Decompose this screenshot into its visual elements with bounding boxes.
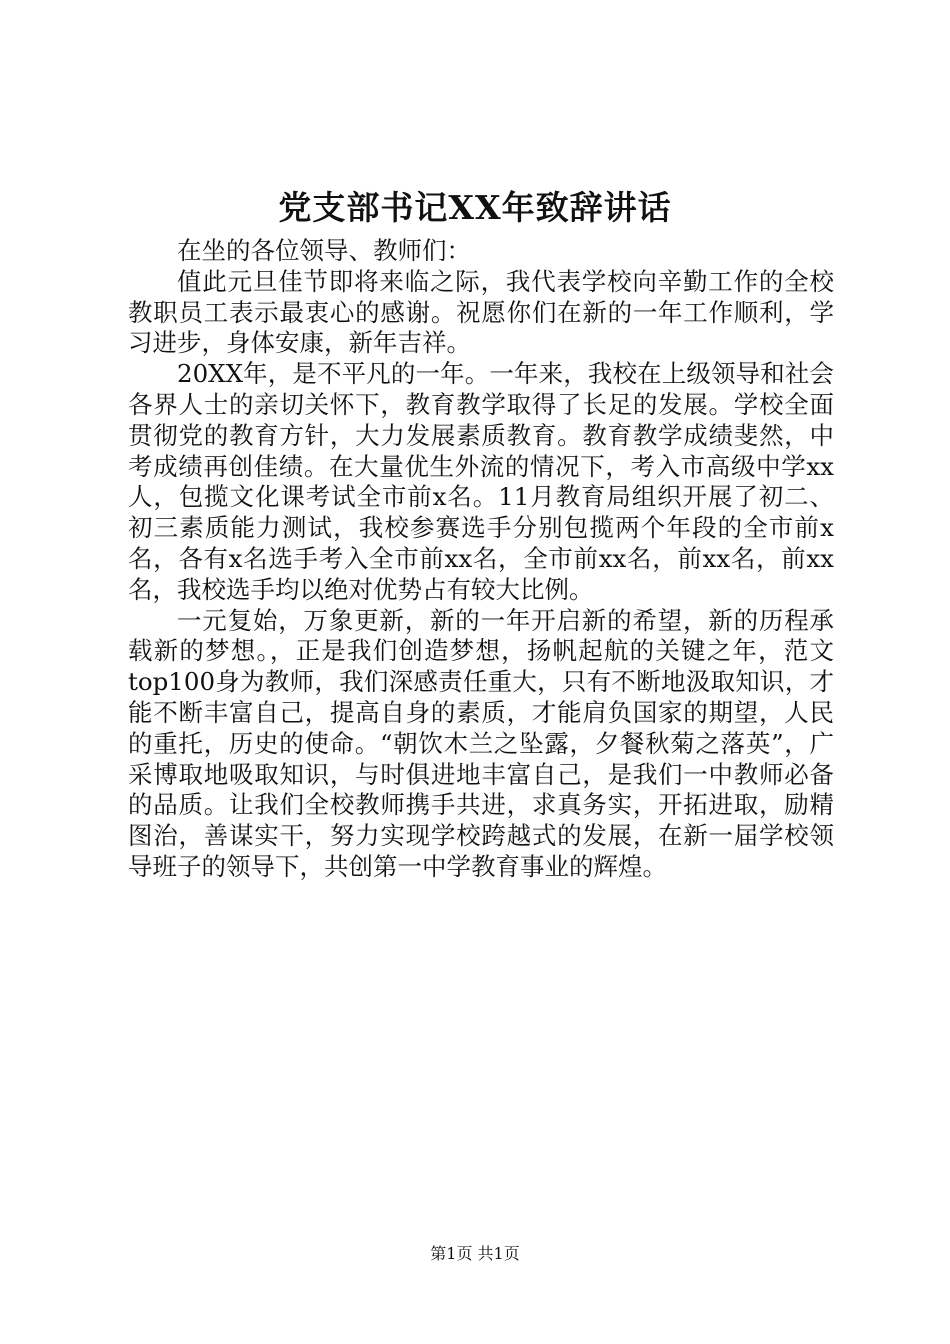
achievements-paragraph: 20XX年，是不平凡的一年。一年来，我校在上级领导和社会各界人士的亲切关怀下，教育教学取得了长足的发展。学校全面贯彻党的教育方针，大力发展素质教育。教育教学成绩斐然，中考成绩再创佳绩。在大量优生外流的情况下，考入市高级中学xx人，包揽文化课考试全市前x名。11月教育局组织开展了初二、初三素质能力测试，我校参赛选手分别包揽两个年段的全市前x名，各有x名选手考入全市前xx名，全市前xx名，前xx名，前xx名，我校选手均以绝对优势占有较大比例。	[128, 359, 834, 604]
salutation-paragraph: 在坐的各位领导、教师们：	[177, 236, 471, 265]
document-title: 党支部书记XX年致辞讲话	[278, 188, 672, 227]
document-body	[128, 236, 834, 883]
page-footer: 第1页 共1页	[430, 1244, 520, 1263]
outlook-paragraph: 一元复始，万象更新，新的一年开启新的希望，新的历程承载新的梦想。，正是我们创造梦想，扬帆起航的关键之年，范文top100身为教师，我们深感责任重大，只有不断地汲取知识，才能不断丰富自己，提高自身的素质，才能肩负国家的期望，人民的重托，历史的使命。“朝饮木兰之坠露，夕餐秋菊之落英”，广采博取地吸取知识，与时俱进地丰富自己，是我们一中教师必备的品质。让我们全校教师携手共进，求真务实，开拓进取，励精图治，善谋实干，努力实现学校跨越式的发展，在新一届学校领导班子的领导下，共创第一中学教育事业的辉煌。	[128, 605, 834, 881]
greeting-paragraph: 值此元旦佳节即将来临之际，我代表学校向辛勤工作的全校教职员工表示最衷心的感谢。祝愿你们在新的一年工作顺利，学习进步，身体安康，新年吉祥。	[128, 266, 834, 358]
